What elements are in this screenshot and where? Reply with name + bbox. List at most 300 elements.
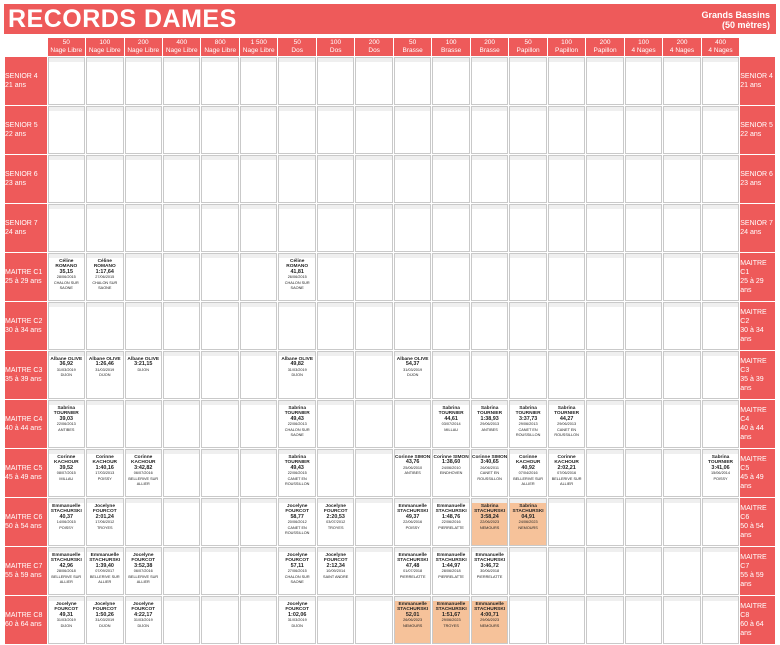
cell-header-strip bbox=[664, 597, 699, 601]
record-cell bbox=[509, 547, 546, 595]
record-cell bbox=[509, 498, 546, 546]
record-entry bbox=[433, 601, 468, 629]
category-label-left bbox=[5, 400, 47, 448]
record-entry bbox=[87, 356, 122, 379]
record-entry bbox=[87, 258, 122, 291]
cell-header-strip bbox=[241, 58, 276, 62]
record-time: 41,81 bbox=[290, 268, 304, 275]
cell-header-strip bbox=[202, 548, 237, 552]
record-cell bbox=[48, 547, 85, 595]
cell-header-strip bbox=[164, 499, 199, 503]
record-time: 3:46,72 bbox=[480, 562, 499, 569]
event-header bbox=[48, 38, 85, 56]
page-subtitle bbox=[701, 10, 770, 30]
category-label-right bbox=[740, 155, 775, 203]
record-cell bbox=[240, 204, 277, 252]
cell-header-strip bbox=[626, 205, 661, 209]
record-time: 1:44,97 bbox=[441, 562, 461, 569]
record-cell bbox=[702, 155, 739, 203]
cell-header-strip bbox=[126, 205, 161, 209]
table-row bbox=[5, 155, 775, 203]
event-header bbox=[201, 38, 238, 56]
cell-header-strip bbox=[241, 499, 276, 503]
record-entry bbox=[395, 552, 430, 580]
record-cell bbox=[625, 498, 662, 546]
cell-header-strip bbox=[279, 107, 314, 111]
category-label-left bbox=[5, 155, 47, 203]
category-label-right bbox=[740, 106, 775, 154]
record-cell bbox=[240, 106, 277, 154]
record-cell bbox=[702, 253, 739, 301]
record-cell bbox=[86, 547, 123, 595]
record-cell bbox=[278, 596, 315, 644]
record-cell bbox=[586, 498, 623, 546]
record-cell bbox=[125, 106, 162, 154]
record-time: 54,37 bbox=[405, 361, 420, 368]
record-cell bbox=[471, 596, 508, 644]
cell-header-strip bbox=[626, 597, 661, 601]
corner-cell bbox=[740, 38, 775, 56]
cell-header-strip bbox=[472, 107, 507, 111]
cell-header-strip bbox=[49, 303, 84, 307]
cell-header-strip bbox=[703, 548, 738, 552]
cell-header-strip bbox=[433, 156, 468, 160]
event-distance: 100 bbox=[99, 39, 111, 46]
record-cell bbox=[163, 106, 200, 154]
record-cell bbox=[86, 155, 123, 203]
cell-header-strip bbox=[279, 303, 314, 307]
page-title: RECORDS DAMES bbox=[8, 5, 237, 33]
record-cell bbox=[586, 204, 623, 252]
record-date: 26/06/2015 bbox=[287, 275, 307, 280]
record-entry bbox=[395, 356, 430, 379]
record-cell bbox=[548, 400, 585, 448]
record-swimmer: Corinne KACHOUR bbox=[130, 455, 156, 466]
event-distance: 50 bbox=[524, 39, 532, 46]
record-cell bbox=[663, 253, 700, 301]
record-cell bbox=[86, 253, 123, 301]
record-entry bbox=[703, 454, 738, 482]
cell-header-strip bbox=[664, 401, 699, 405]
record-time: 04,91 bbox=[521, 513, 535, 520]
event-header bbox=[471, 38, 508, 56]
record-date: 29/06/2013 bbox=[518, 422, 538, 427]
record-time: 39,03 bbox=[59, 415, 74, 422]
title-bar bbox=[4, 4, 776, 34]
record-date: 30/06/2018 bbox=[480, 569, 500, 574]
record-entry bbox=[49, 258, 84, 291]
record-cell bbox=[355, 302, 392, 350]
record-swimmer: Sabrina TOURNIER bbox=[477, 406, 503, 417]
cell-header-strip bbox=[202, 401, 237, 405]
cell-header-strip bbox=[433, 254, 468, 258]
record-club: PIERRELATTE bbox=[438, 574, 464, 579]
cell-header-strip bbox=[510, 352, 545, 356]
table-row bbox=[5, 547, 775, 595]
category-name: SENIOR 6 bbox=[5, 171, 38, 178]
cell-header-strip bbox=[318, 597, 353, 601]
record-time: 44,27 bbox=[559, 415, 574, 422]
category-age: 60 à 64 ans bbox=[740, 621, 764, 637]
record-club: PIERRELATTE bbox=[399, 574, 426, 579]
record-cell bbox=[355, 351, 392, 399]
record-cell bbox=[125, 596, 162, 644]
record-cell bbox=[663, 351, 700, 399]
record-cell bbox=[394, 302, 431, 350]
record-time: 3:40,65 bbox=[480, 459, 499, 466]
record-swimmer: Céline ROMANO bbox=[286, 259, 309, 270]
cell-header-strip bbox=[472, 352, 507, 356]
record-club: DIJON bbox=[99, 623, 111, 628]
record-entry bbox=[510, 405, 545, 438]
event-stroke: Nage Libre bbox=[165, 47, 198, 54]
record-cell bbox=[125, 400, 162, 448]
record-date: 03/07/2014 bbox=[441, 422, 461, 427]
event-distance: 50 bbox=[62, 39, 70, 46]
cell-header-strip bbox=[510, 548, 545, 552]
event-stroke: Dos bbox=[368, 47, 380, 54]
record-date: 22/06/2013 bbox=[287, 422, 307, 427]
record-cell bbox=[317, 596, 354, 644]
record-date: 24/06/2010 bbox=[441, 465, 461, 470]
category-age: 50 à 54 ans bbox=[5, 523, 42, 530]
category-age: 45 à 49 ans bbox=[740, 474, 764, 490]
record-swimmer: Sabrina TOURNIER bbox=[284, 455, 310, 466]
record-time: 1:26,46 bbox=[95, 361, 114, 368]
record-cell bbox=[278, 498, 315, 546]
record-cell bbox=[48, 449, 85, 497]
record-swimmer: Emmanuelle STACHURSKI bbox=[89, 553, 121, 564]
record-cell bbox=[663, 596, 700, 644]
record-cell bbox=[48, 498, 85, 546]
category-label-right bbox=[740, 400, 775, 448]
record-cell bbox=[240, 302, 277, 350]
record-entry bbox=[126, 601, 161, 629]
record-cell bbox=[432, 351, 469, 399]
cell-header-strip bbox=[703, 58, 738, 62]
cell-header-strip bbox=[395, 205, 430, 209]
record-club: BELLERIVE SUR ALLIER bbox=[128, 476, 159, 487]
record-swimmer: Sabrina STACHURSKI bbox=[512, 504, 544, 515]
cell-header-strip bbox=[587, 548, 622, 552]
event-distance: 50 bbox=[409, 39, 417, 46]
cell-header-strip bbox=[318, 156, 353, 160]
category-label-left bbox=[5, 57, 47, 105]
category-name: SENIOR 7 bbox=[740, 220, 773, 227]
category-label-right bbox=[740, 547, 775, 595]
record-date: 24/06/2023 bbox=[518, 520, 538, 525]
record-cell bbox=[163, 596, 200, 644]
record-swimmer: Corinne KACHOUR bbox=[92, 455, 118, 466]
category-age: 24 ans bbox=[740, 229, 762, 236]
record-swimmer: Corinne KACHOUR bbox=[554, 455, 579, 466]
record-entry bbox=[433, 503, 468, 531]
event-stroke: Nage Libre bbox=[242, 47, 275, 54]
record-cell bbox=[432, 596, 469, 644]
record-date: 31/03/2019 bbox=[95, 618, 115, 623]
record-swimmer: Emmanuelle STACHURSKI bbox=[474, 602, 506, 613]
record-date: 31/03/2019 bbox=[287, 618, 307, 623]
record-date: 31/03/2019 bbox=[56, 618, 76, 623]
category-age: 50 à 54 ans bbox=[740, 523, 764, 539]
category-label-left bbox=[5, 498, 47, 546]
category-name: SENIOR 5 bbox=[740, 122, 773, 129]
event-header bbox=[548, 38, 585, 56]
record-cell bbox=[278, 351, 315, 399]
record-entry bbox=[549, 405, 584, 438]
record-cell bbox=[240, 547, 277, 595]
record-cell bbox=[240, 351, 277, 399]
record-cell bbox=[702, 449, 739, 497]
record-cell bbox=[586, 155, 623, 203]
cell-header-strip bbox=[549, 499, 584, 503]
category-age: 24 ans bbox=[5, 229, 27, 236]
event-distance: 200 bbox=[599, 39, 611, 46]
cell-header-strip bbox=[241, 401, 276, 405]
event-distance: 200 bbox=[137, 39, 149, 46]
record-cell bbox=[317, 547, 354, 595]
event-stroke: 4 Nages bbox=[631, 47, 656, 54]
cell-header-strip bbox=[202, 107, 237, 111]
record-swimmer: Emmanuelle STACHURSKI bbox=[435, 602, 467, 613]
record-club: CHALON SUR SAONE bbox=[284, 427, 310, 438]
record-cell bbox=[663, 204, 700, 252]
cell-header-strip bbox=[703, 156, 738, 160]
category-label-left bbox=[5, 204, 47, 252]
event-distance: 200 bbox=[676, 39, 688, 46]
cell-header-strip bbox=[626, 156, 661, 160]
record-swimmer: Sabrina TOURNIER bbox=[708, 455, 733, 466]
record-cell bbox=[125, 498, 162, 546]
record-cell bbox=[663, 400, 700, 448]
record-cell bbox=[548, 449, 585, 497]
category-name: MAITRE C3 bbox=[740, 358, 767, 374]
record-date: 20/06/2012 bbox=[287, 520, 307, 525]
category-label-left bbox=[5, 449, 47, 497]
cell-header-strip bbox=[549, 597, 584, 601]
record-cell bbox=[125, 155, 162, 203]
record-cell bbox=[317, 351, 354, 399]
record-date: 06/07/2016 bbox=[133, 471, 153, 476]
category-label-left bbox=[5, 253, 47, 301]
record-cell bbox=[471, 106, 508, 154]
event-header bbox=[240, 38, 277, 56]
record-cell bbox=[163, 498, 200, 546]
record-cell bbox=[394, 57, 431, 105]
cell-header-strip bbox=[587, 107, 622, 111]
category-name: MAITRE C2 bbox=[740, 309, 767, 325]
record-swimmer: Emmanuelle STACHURSKI bbox=[435, 553, 467, 564]
cell-header-strip bbox=[202, 254, 237, 258]
record-cell bbox=[355, 106, 392, 154]
record-entry bbox=[49, 552, 84, 585]
record-cell bbox=[625, 253, 662, 301]
cell-header-strip bbox=[626, 499, 661, 503]
category-label-right bbox=[740, 302, 775, 350]
category-age: 23 ans bbox=[740, 180, 762, 187]
record-date: 08/07/2015 bbox=[56, 471, 76, 476]
cell-header-strip bbox=[664, 205, 699, 209]
cell-header-strip bbox=[241, 156, 276, 160]
record-cell bbox=[548, 351, 585, 399]
record-cell bbox=[240, 449, 277, 497]
record-cell bbox=[201, 302, 238, 350]
event-header bbox=[702, 38, 739, 56]
record-cell bbox=[625, 106, 662, 154]
category-name: MAITRE C5 bbox=[5, 465, 43, 472]
record-cell bbox=[48, 204, 85, 252]
record-entry bbox=[279, 552, 314, 585]
record-cell bbox=[471, 302, 508, 350]
record-date: 22/06/2016 bbox=[441, 520, 461, 525]
record-cell bbox=[278, 302, 315, 350]
event-header bbox=[86, 38, 123, 56]
record-club: BELLERIVE SUR ALLIER bbox=[128, 574, 159, 585]
category-age: 35 à 39 ans bbox=[5, 376, 42, 383]
record-club: CHALON SUR SAONE bbox=[92, 280, 118, 291]
record-cell bbox=[471, 498, 508, 546]
record-swimmer: Corinne KACHOUR bbox=[54, 455, 79, 466]
event-header bbox=[432, 38, 469, 56]
record-date: 07/09/2017 bbox=[95, 569, 115, 574]
event-distance: 100 bbox=[638, 39, 649, 46]
record-date: 31/03/2019 bbox=[133, 618, 153, 623]
record-date: 15/06/2014 bbox=[711, 471, 731, 476]
category-name: MAITRE C1 bbox=[5, 269, 43, 276]
category-label-left bbox=[5, 302, 47, 350]
record-time: 2:20,53 bbox=[326, 513, 345, 520]
record-date: 26/06/2023 bbox=[403, 618, 423, 623]
category-label-left bbox=[5, 547, 47, 595]
event-distance: 200 bbox=[368, 39, 380, 46]
record-cell bbox=[625, 155, 662, 203]
record-cell bbox=[432, 498, 469, 546]
cell-header-strip bbox=[587, 352, 622, 356]
record-cell bbox=[394, 547, 431, 595]
record-swimmer: Albane OLIVE bbox=[396, 357, 429, 362]
record-cell bbox=[355, 400, 392, 448]
event-header bbox=[317, 38, 354, 56]
record-date: 25/06/2010 bbox=[403, 465, 423, 470]
table-row bbox=[5, 106, 775, 154]
record-club: NEMOURS bbox=[402, 623, 423, 628]
record-swimmer: Jocelyne FOURCOT bbox=[131, 602, 156, 613]
record-cell bbox=[702, 302, 739, 350]
event-distance: 400 bbox=[715, 39, 726, 46]
record-cell bbox=[548, 302, 585, 350]
event-stroke: 4 Nages bbox=[708, 47, 733, 54]
record-date: 06/07/2016 bbox=[133, 569, 153, 574]
cell-header-strip bbox=[49, 58, 84, 62]
record-club: CHALON SUR SAONE bbox=[53, 280, 79, 291]
cell-header-strip bbox=[510, 156, 545, 160]
cell-header-strip bbox=[664, 58, 699, 62]
cell-header-strip bbox=[241, 303, 276, 307]
category-name: MAITRE C7 bbox=[5, 563, 43, 570]
cell-header-strip bbox=[202, 156, 237, 160]
category-name: MAITRE C7 bbox=[740, 554, 767, 570]
event-stroke: Brasse bbox=[479, 47, 500, 54]
record-cell bbox=[317, 498, 354, 546]
record-cell bbox=[509, 57, 546, 105]
record-club: DIJON bbox=[291, 623, 303, 628]
category-name: SENIOR 5 bbox=[5, 122, 38, 129]
cell-header-strip bbox=[87, 107, 122, 111]
cell-header-strip bbox=[49, 205, 84, 209]
record-date: 29/06/2023 bbox=[480, 618, 500, 623]
table-row bbox=[5, 302, 775, 350]
record-cell bbox=[702, 547, 739, 595]
table-row bbox=[5, 57, 775, 105]
cell-header-strip bbox=[549, 58, 584, 62]
cell-header-strip bbox=[664, 352, 699, 356]
record-cell bbox=[702, 498, 739, 546]
cell-header-strip bbox=[626, 548, 661, 552]
record-cell bbox=[201, 106, 238, 154]
record-club: MILLAU bbox=[59, 476, 74, 481]
record-entry bbox=[395, 503, 430, 531]
record-cell bbox=[163, 302, 200, 350]
record-entry bbox=[49, 503, 84, 531]
record-cell bbox=[471, 351, 508, 399]
record-entry bbox=[279, 258, 314, 291]
record-cell bbox=[548, 596, 585, 644]
record-cell bbox=[509, 155, 546, 203]
category-age: 30 à 34 ans bbox=[5, 327, 42, 334]
record-entry bbox=[49, 454, 84, 482]
record-cell bbox=[48, 57, 85, 105]
record-time: 3:52,38 bbox=[134, 562, 153, 569]
event-stroke: Brasse bbox=[441, 47, 462, 54]
record-time: 1:40,16 bbox=[95, 464, 114, 471]
cell-header-strip bbox=[395, 401, 430, 405]
record-cell bbox=[663, 155, 700, 203]
record-cell bbox=[86, 106, 123, 154]
records-page bbox=[4, 4, 776, 637]
cell-header-strip bbox=[126, 156, 161, 160]
cell-header-strip bbox=[626, 107, 661, 111]
record-entry bbox=[87, 601, 122, 629]
record-time: 2:12,34 bbox=[326, 562, 345, 569]
record-swimmer: Corinne KACHOUR bbox=[515, 455, 541, 466]
cell-header-strip bbox=[241, 597, 276, 601]
record-cell bbox=[625, 596, 662, 644]
event-stroke: Nage Libre bbox=[50, 47, 83, 54]
record-cell bbox=[471, 155, 508, 203]
record-club: DIJON bbox=[291, 373, 303, 378]
record-cell bbox=[125, 449, 162, 497]
cell-header-strip bbox=[356, 352, 391, 356]
record-swimmer: Jocelyne FOURCOT bbox=[92, 602, 117, 613]
table-row bbox=[5, 596, 775, 644]
record-club: ANTIBES bbox=[404, 471, 421, 476]
record-cell bbox=[278, 400, 315, 448]
event-header bbox=[663, 38, 700, 56]
record-time: 52,01 bbox=[405, 611, 420, 618]
record-entry bbox=[472, 503, 507, 531]
event-distance: 100 bbox=[561, 39, 573, 46]
cell-header-strip bbox=[126, 254, 161, 258]
record-entry bbox=[395, 454, 430, 477]
record-cell bbox=[163, 155, 200, 203]
cell-header-strip bbox=[549, 303, 584, 307]
cell-header-strip bbox=[664, 254, 699, 258]
record-swimmer: Jocelyne FOURCOT bbox=[285, 504, 310, 515]
cell-header-strip bbox=[587, 450, 622, 454]
category-age: 25 à 29 ans bbox=[740, 278, 764, 294]
record-cell bbox=[355, 253, 392, 301]
record-cell bbox=[317, 155, 354, 203]
